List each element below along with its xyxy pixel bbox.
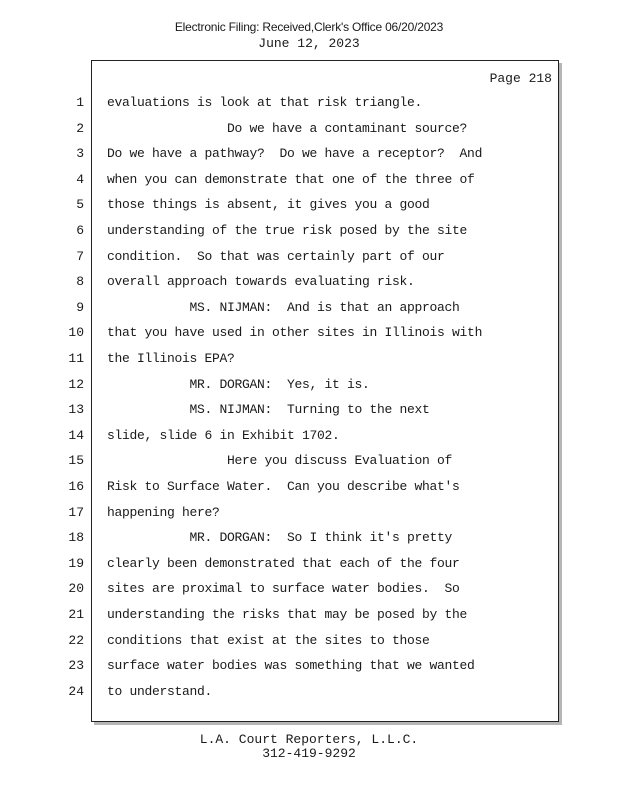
line-text: when you can demonstrate that one of the three of bbox=[107, 172, 475, 187]
line-text: Risk to Surface Water. Can you describe what's bbox=[107, 479, 460, 494]
line-text: MR. DORGAN: Yes, it is. bbox=[107, 377, 370, 392]
reporter-phone: 312-419-9292 bbox=[262, 746, 356, 761]
line-number: 3 bbox=[76, 146, 84, 161]
line-text: Do we have a pathway? Do we have a receptor? And bbox=[107, 146, 483, 161]
line-text: Do we have a contaminant source? bbox=[107, 121, 468, 136]
line-number: 4 bbox=[76, 172, 84, 187]
line-number: 19 bbox=[68, 556, 84, 571]
line-text: MS. NIJMAN: Turning to the next bbox=[107, 402, 430, 417]
line-number: 13 bbox=[68, 402, 84, 417]
line-number: 9 bbox=[76, 300, 84, 315]
line-text: conditions that exist at the sites to those bbox=[107, 633, 430, 648]
line-number: 14 bbox=[68, 428, 84, 443]
line-text: MS. NIJMAN: And is that an approach bbox=[107, 300, 460, 315]
line-number: 22 bbox=[68, 633, 84, 648]
line-text: slide, slide 6 in Exhibit 1702. bbox=[107, 428, 340, 443]
line-text: that you have used in other sites in Illinois with bbox=[107, 325, 483, 340]
line-text: condition. So that was certainly part of our bbox=[107, 249, 445, 264]
line-text: happening here? bbox=[107, 505, 220, 520]
line-number: 12 bbox=[68, 377, 84, 392]
line-number: 5 bbox=[76, 197, 84, 212]
line-text: clearly been demonstrated that each of the four bbox=[107, 556, 460, 571]
line-number: 17 bbox=[68, 505, 84, 520]
line-number: 18 bbox=[68, 530, 84, 545]
line-number: 20 bbox=[68, 581, 84, 596]
line-number: 11 bbox=[68, 351, 84, 366]
line-text: understanding of the true risk posed by the site bbox=[107, 223, 468, 238]
line-number: 23 bbox=[68, 658, 84, 673]
footer bbox=[0, 733, 618, 761]
line-number: 1 bbox=[76, 95, 84, 110]
line-text: those things is absent, it gives you a good bbox=[107, 197, 430, 212]
line-text: evaluations is look at that risk triangle. bbox=[107, 95, 423, 110]
line-number: 24 bbox=[68, 684, 84, 699]
line-text: Here you discuss Evaluation of bbox=[107, 453, 453, 468]
line-text: sites are proximal to surface water bodies. So bbox=[107, 581, 460, 596]
line-text: surface water bodies was something that we wanted bbox=[107, 658, 475, 673]
filing-stamp: Electronic Filing: Received,Clerk's Office 06/20/2023 bbox=[174, 20, 444, 34]
line-text: overall approach towards evaluating risk. bbox=[107, 274, 415, 289]
line-number: 2 bbox=[76, 121, 84, 136]
line-number: 16 bbox=[68, 479, 84, 494]
line-number: 21 bbox=[68, 607, 84, 622]
transcript-date: June 12, 2023 bbox=[258, 36, 360, 51]
line-number: 8 bbox=[76, 274, 84, 289]
line-number: 6 bbox=[76, 223, 84, 238]
line-number: 7 bbox=[76, 249, 84, 264]
line-text: the Illinois EPA? bbox=[107, 351, 235, 366]
line-text: understanding the risks that may be posed by the bbox=[107, 607, 468, 622]
line-number: 10 bbox=[68, 325, 84, 340]
line-number: 15 bbox=[68, 453, 84, 468]
reporter-company: L.A. Court Reporters, L.L.C. bbox=[199, 732, 419, 747]
page-number: Page 218 bbox=[489, 71, 552, 86]
line-text: MR. DORGAN: So I think it's pretty bbox=[107, 530, 453, 545]
line-text: to understand. bbox=[107, 684, 213, 699]
